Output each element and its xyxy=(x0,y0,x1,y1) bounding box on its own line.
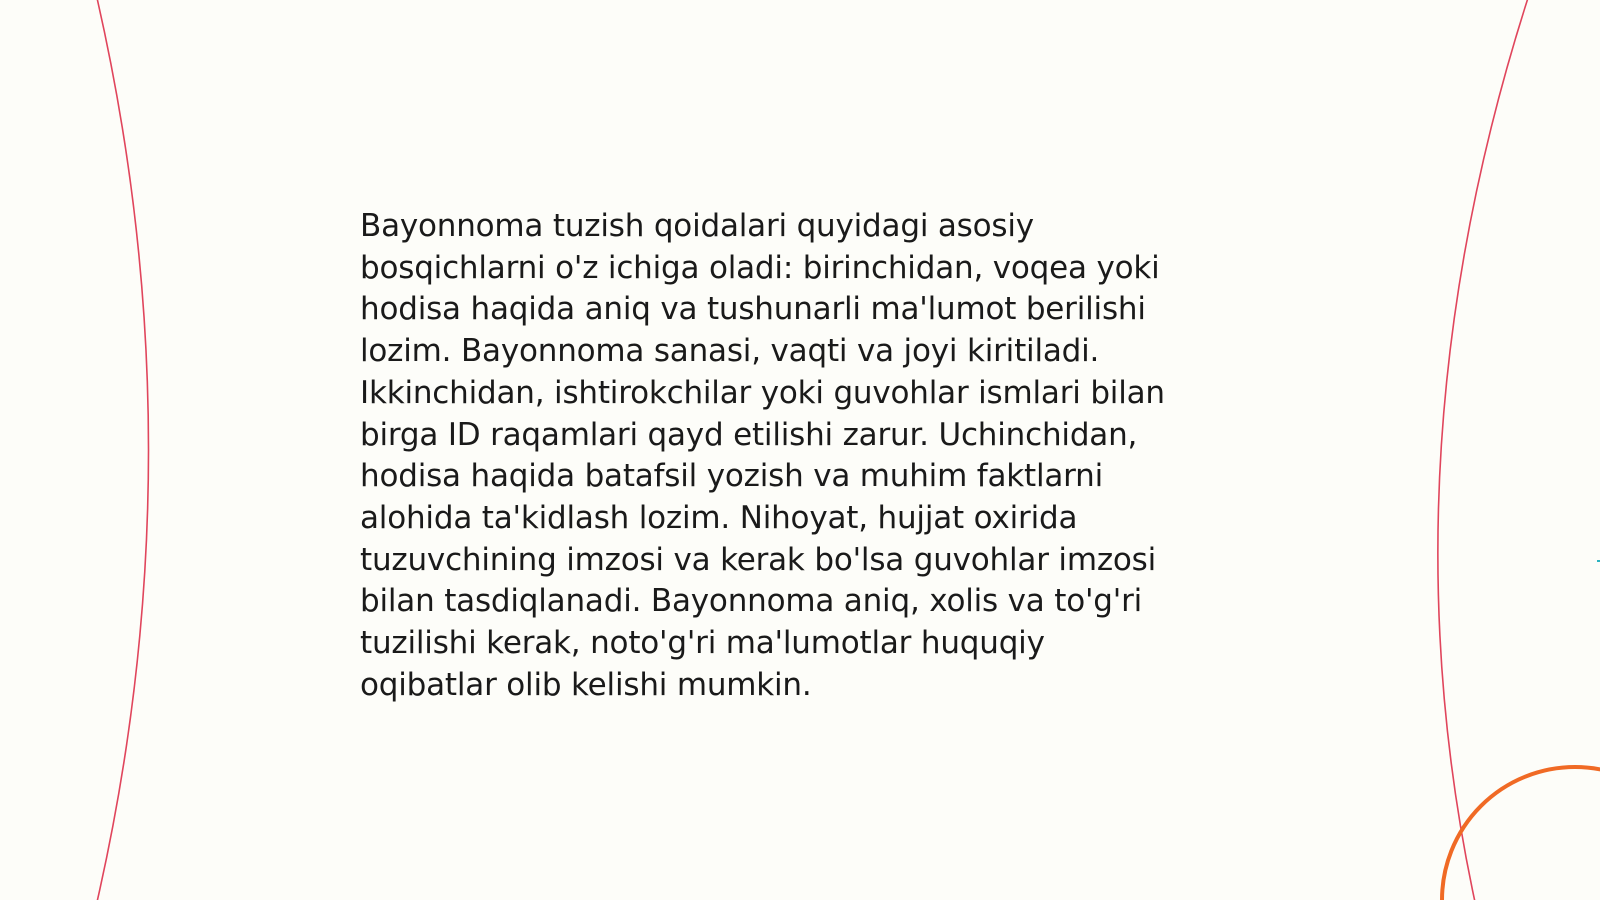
text-line: bosqichlarni o'z ichiga oladi: birinchidan, voqea yoki xyxy=(360,249,1160,286)
text-line: tuzilishi kerak, noto'g'ri ma'lumotlar huquqiy xyxy=(360,625,1045,662)
text-line: Ikkinchidan, ishtirokchilar yoki guvohlar ismlari bilan xyxy=(360,374,1165,411)
text-line: lozim. Bayonnoma sanasi, vaqti va joyi kiritiladi. xyxy=(360,333,1100,370)
body-paragraph xyxy=(360,206,1240,706)
text-line: hodisa haqida batafsil yozish va muhim faktlarni xyxy=(360,458,1104,495)
text-line: oqibatlar olib kelishi mumkin. xyxy=(360,666,812,703)
text-line: alohida ta'kidlash lozim. Nihoyat, hujjat oxirida xyxy=(360,499,1078,536)
left-arc xyxy=(97,0,149,900)
text-line: bilan tasdiqlanadi. Bayonnoma aniq, xolis va to'g'ri xyxy=(360,583,1143,620)
right-arc xyxy=(1438,0,1528,900)
text-line: Bayonnoma tuzish qoidalari quyidagi asosiy xyxy=(360,208,1034,244)
orange-circle xyxy=(1442,767,1600,900)
text-line: hodisa haqida aniq va tushunarli ma'lumot berilishi xyxy=(360,291,1146,328)
text-line: birga ID raqamlari qayd etilishi zarur. Uchinchidan, xyxy=(360,416,1138,453)
text-line: tuzuvchining imzosi va kerak bo'lsa guvohlar imzosi xyxy=(360,541,1157,578)
